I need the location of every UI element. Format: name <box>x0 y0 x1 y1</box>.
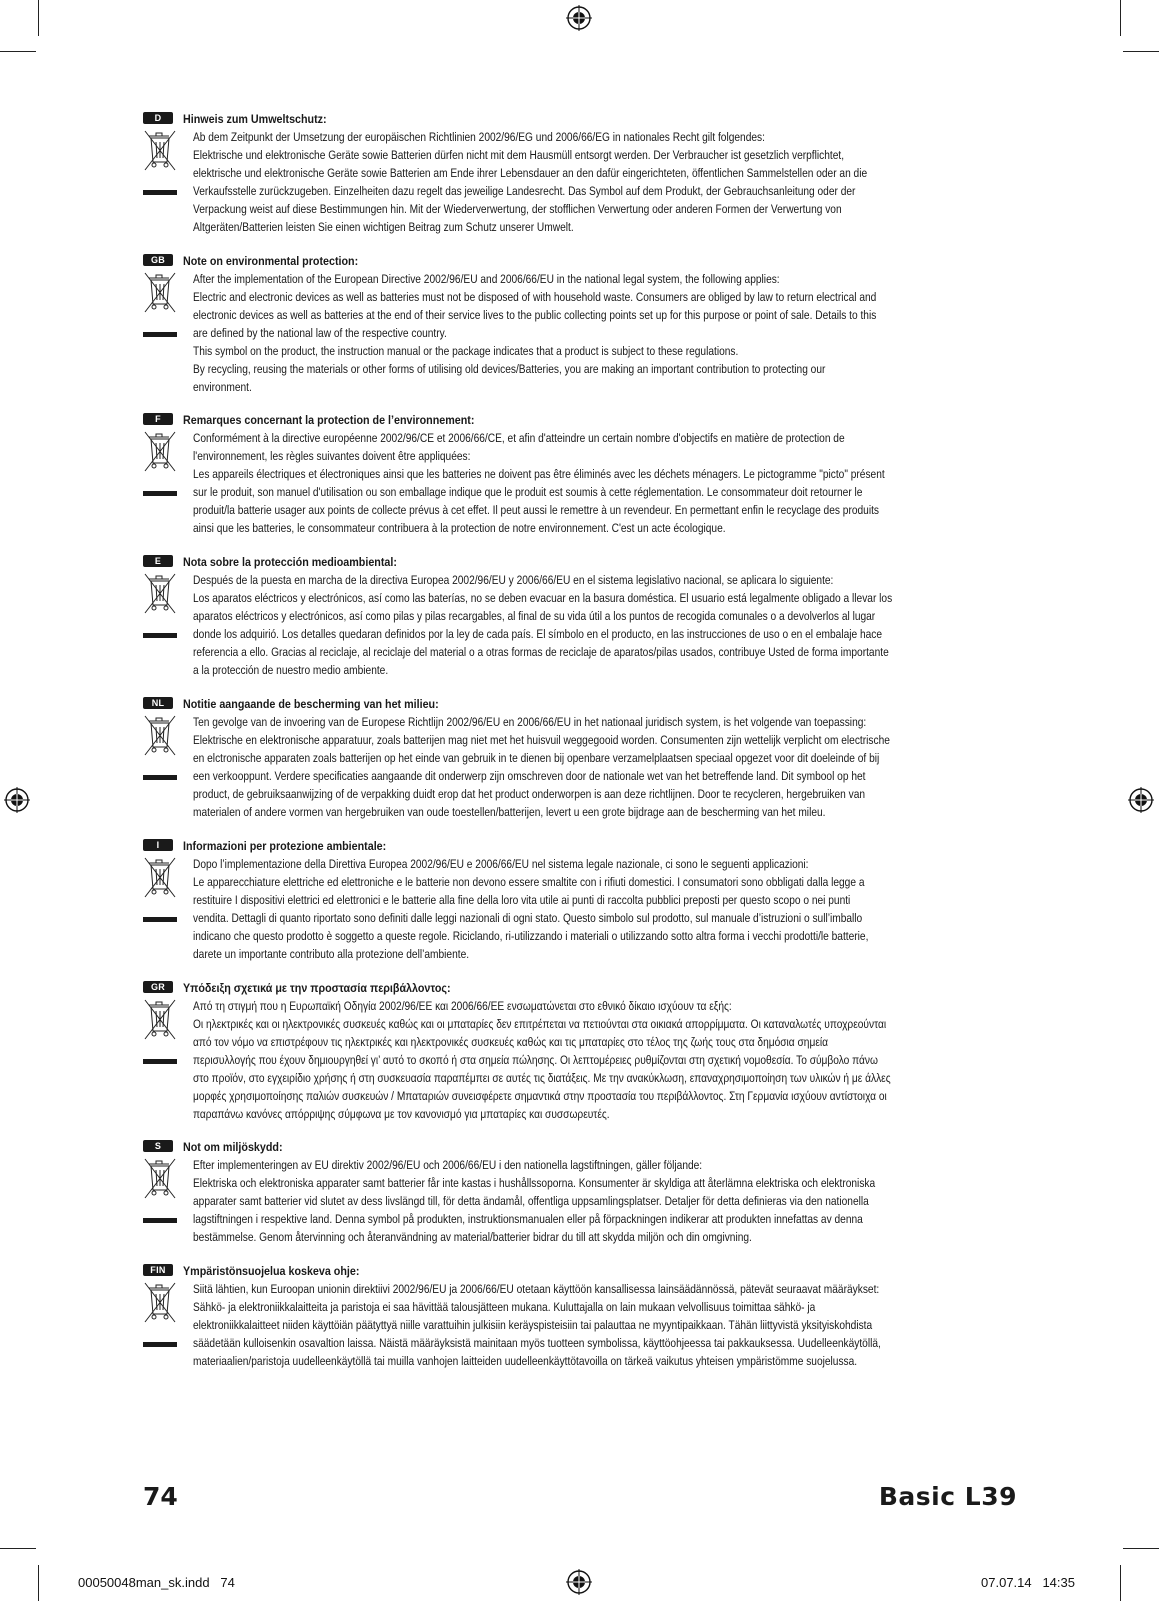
text-line: Les appareils électriques et électroniques ainsi que les batteries ne doivent pas être éliminés avec les déchets ménagers. Le pictogramme "picto" présent <box>193 467 885 481</box>
text-line: Siitä lähtien, kun Euroopan unionin direktiivi 2002/96/EU ja 2006/66/EU otetaan käyttöön kansallisessa lainsäädännössä, pätevät seuraavat määräykset: <box>193 1282 880 1296</box>
text-line: bestämmelse. Genom återvinning och återanvändning av material/batterier bidrar du till att skydda miljön och din omgivning. <box>193 1230 752 1244</box>
crossed-out-wheelie-bin-icon <box>143 429 177 501</box>
section-title: Remarques concernant la protection de l’environnement: <box>183 413 475 427</box>
env-section <box>143 1138 1023 1244</box>
page-number: 74 <box>143 1482 178 1511</box>
text-line: By recycling, reusing the materials or other forms of utilising old devices/Batteries, you are making an important contribution to protecting our <box>193 362 826 376</box>
language-badge: GR <box>143 981 173 993</box>
crossed-out-wheelie-bin-icon <box>143 571 177 643</box>
language-badge: F <box>143 413 173 425</box>
crossed-out-wheelie-bin-icon <box>143 997 177 1069</box>
text-line: παραπάνω κανόνες απόρριψης σύμφωνα με τον κανονισμό για μπαταρίες και συσσωρευτές. <box>193 1107 610 1121</box>
registration-mark-icon <box>566 5 592 31</box>
section-title: Not om miljöskydd: <box>183 1140 283 1154</box>
text-line: are defined by the national law of the respective country. <box>193 326 447 340</box>
crop-mark <box>0 51 36 52</box>
section-header <box>143 411 1023 429</box>
text-line: produit/la batterie usager aux points de collecte prévus à cet effet. Il peut aussi le remettre à un revendeur. En permettant enfin le recyclage des produits <box>193 503 880 517</box>
text-line: Elektrische und elektronische Geräte sowie Batterien dürfen nicht mit dem Hausmüll entsorgt werden. Der Verbraucher ist gesetzlich verpflichtet, <box>193 148 845 162</box>
text-line: een verkooppunt. Verdere specificaties aangaande dit onderwerp zijn omschreven door de nationale wet van het betreffende land. Dit symbool op het <box>193 769 866 783</box>
language-badge: GB <box>143 254 173 266</box>
text-line: Ten gevolge van de invoering van de Europese Richtlijn 2002/96/EU en 2006/66/EU in het nationaal juridisch system, is het volgende van toepassing: <box>193 715 867 729</box>
text-line: Electric and electronic devices as well as batteries must not be disposed of with household waste. Consumers are obliged by law to return electrical and <box>193 290 877 304</box>
text-line: restituire I dispositivi elettrici ed elettronici e le batterie alla fine della loro vita utile ai punti di raccolta pubblici preposti per questo scopo o nei punti <box>193 893 851 907</box>
language-badge: I <box>143 839 173 851</box>
text-line: Από τη στιγμή που η Ευρωπαϊκή Οδηγία 2002/96/ΕE και 2006/66/ΕE ενσωματώνεται στο εθνικό δίκαιο ισχύουν τα εξής: <box>193 999 732 1013</box>
text-line: apparater samt batterier vid slutet av dess livslängd till, för detta ändamål, offentliga uppsamlingsplatser. Detaljer för detta definieras via den nationella <box>193 1194 869 1208</box>
crossed-out-wheelie-bin-icon <box>143 270 177 342</box>
text-line: säädetään kulloisenkin osavaltion laissa. Näistä määräyksistä mainitaan myös tuotteen symbolissa, käyttöohjeessa tai pakkauksessa. Uudelleenkäytöllä, <box>193 1336 881 1350</box>
section-title: Note on environmental protection: <box>183 254 359 268</box>
text-line: elektrische und elektronische Geräte sowie Batterien am Ende ihrer Lebensdauer an den dafür eingerichteten, öffentlichen Sammelstellen oder an die <box>193 166 868 180</box>
registration-mark-icon <box>4 787 30 813</box>
env-section <box>143 837 1023 961</box>
text-line: donde los adquirió. Los detalles quedaran definidos por la ley de cada país. El símbolo en el producto, en las instrucciones de uso o en el embalaje hace <box>193 627 883 641</box>
section-text <box>193 997 1153 1123</box>
text-line: a la protección de nuestro medio ambiente. <box>193 663 389 677</box>
text-line: indicano che questo prodotto è soggetto a queste regole. Riciclando, ri-utilizzando i materiali o utilizzando sotto altra forma i vecchi prodotti/le batterie, <box>193 929 869 943</box>
env-section <box>143 252 1023 394</box>
crop-mark <box>38 1565 39 1601</box>
crossed-out-wheelie-bin-icon <box>143 855 177 927</box>
text-line: materiaalien/paristoja uudelleenkäytöllä tai muilla vanhojen laitteiden uudelleenkäyttötavoilla on tärkeä vaikutus yhteisen ympäristömme suojelussa. <box>193 1354 858 1368</box>
text-line: Verpackung weist auf diese Bestimmungen hin. Mit der Wiederverwertung, der stofflichen Verwertung oder anderen Formen der Verwertung von <box>193 202 842 216</box>
language-badge: NL <box>143 697 173 709</box>
text-line: referencia a ello. Gracias al reciclaje, al reciclaje del material o a otras formas de reciclaje de aparatos/pilas usados, contribuye Usted de forma importante <box>193 645 889 659</box>
text-line: aparatos eléctricos y electrónicos, así como pilas y pilas recargables, al final de su vida útil a los puntos de recogida comunales o a devolverlos al lugar <box>193 609 876 623</box>
section-text <box>193 855 1153 963</box>
section-title: Notitie aangaande de bescherming van het milieu: <box>183 697 439 711</box>
text-line: περισυλλογής που έχουν δημιουργηθεί γι’ αυτό το σκοπό ή στα σημεία πώλησης. Οι λεπτομέρειες ρυθμίζονται στη σχετική νομοθεσία. Το σύμβολο πάνω <box>193 1053 878 1067</box>
env-section <box>143 695 1023 819</box>
crossed-out-wheelie-bin-icon <box>143 1280 177 1352</box>
text-line: sur le produit, son manuel d'utilisation ou son emballage indique que le produit est soumis à cette réglementation. Le consommateur doit retourner le <box>193 485 863 499</box>
language-badge: FIN <box>143 1264 173 1276</box>
text-line: Elektriska och elektroniska apparater samt batterier får inte kastas i hushållssoporna. Konsumenter är skyldiga att återlämna elektriska och elektroniska <box>193 1176 876 1190</box>
env-section <box>143 553 1023 677</box>
text-line: Dopo l’implementazione della Direttiva Europea 2002/96/EU e 2006/66/EU nel sistema legale nazionale, ci sono le seguenti applicazioni: <box>193 857 809 871</box>
section-text <box>193 270 1153 396</box>
registration-mark-icon <box>566 1569 592 1595</box>
section-text <box>193 1156 1153 1246</box>
print-slug-date: 07.07.14 14:35 <box>981 1575 1075 1590</box>
text-line: Efter implementeringen av EU direktiv 2002/96/EU och 2006/66/EU i den nationella lagstiftningen, gäller följande: <box>193 1158 703 1172</box>
model-name: Basic L39 <box>878 1482 1017 1511</box>
text-line: Los aparatos eléctricos y electrónicos, así como las baterías, no se deben evacuar en la basura doméstica. El usuario está legalmente obligado a llevar los <box>193 591 893 605</box>
crop-mark <box>1123 1548 1159 1549</box>
env-section <box>143 110 1023 234</box>
text-line: Sähkö- ja elektroniikkalaitteita ja paristoja ei saa hävittää talousjätteen mukana. Kuluttajalla on lain mukaan velvollisuus toimittaa sähkö- ja <box>193 1300 816 1314</box>
crossed-out-wheelie-bin-icon <box>143 1156 177 1228</box>
section-title: Informazioni per protezione ambientale: <box>183 839 387 853</box>
text-line: Verkaufsstelle zurückzugeben. Einzelheiten dazu regelt das jeweilige Landesrecht. Das Symbol auf dem Produkt, der Gebrauchsanleitung oder der <box>193 184 856 198</box>
section-text <box>193 713 1153 821</box>
crop-mark <box>1120 0 1121 36</box>
crop-mark <box>0 1548 36 1549</box>
language-badge: S <box>143 1140 173 1152</box>
section-header <box>143 1138 1023 1156</box>
text-line: από τον νόμο να επιστρέφουν τις ηλεκτρικές και ηλεκτρονικές συσκευές καθώς και τις μπαταρίες στο τέλος της ζωής τους στα δημόσια σημεία <box>193 1035 829 1049</box>
section-header <box>143 553 1023 571</box>
text-line: Ab dem Zeitpunkt der Umsetzung der europäischen Richtlinien 2002/96/EG und 2006/66/EG in nationales Recht gilt folgendes: <box>193 130 765 144</box>
text-line: μορφές χρησιμοποίησης παλιών συσκευών / Μπαταριών συνεισφέρετε σημαντικά στην προστασία του περιβάλλοντος. Στη Γερμανία ισχύουν αντίστοιχα οι <box>193 1089 887 1103</box>
language-badge: D <box>143 112 173 124</box>
section-text <box>193 429 1153 537</box>
env-section <box>143 979 1023 1121</box>
section-text <box>193 1280 1153 1370</box>
text-line: elektroniikkalaitteet niiden käyttöiän päätyttyä niille varattuihin julkisiin keräyspisteisiin tai palauttaa ne myyntipaikkaan. Tähän liittyvistä yksityiskohdista <box>193 1318 873 1332</box>
section-header <box>143 979 1023 997</box>
print-slug-file: 00050048man_sk.indd 74 <box>78 1575 235 1590</box>
crossed-out-wheelie-bin-icon <box>143 713 177 785</box>
text-line: After the implementation of the European Directive 2002/96/EU and 2006/66/EU in the national legal system, the following applies: <box>193 272 780 286</box>
crop-mark <box>1120 1565 1121 1601</box>
section-title: Hinweis zum Umweltschutz: <box>183 112 327 126</box>
text-line: vendita. Dettagli di quanto riportato sono definiti dalle leggi nazionali di ogni stato. Questo simbolo sul prodotto, sul manuale d’istruzioni o sull’imballo <box>193 911 863 925</box>
text-line: en elctronische apparaten zoals batterijen op het einde van gebruik in te dienen bij openbare verzamelplaatsen speciaal opgezet voor dit doeleinde of bij <box>193 751 880 765</box>
text-line: product, de gebruiksaanwijzing of de verpakking duidt erop dat het product onderworpen is aan deze richtlijnen. Door te recycleren, hergebruiken van <box>193 787 866 801</box>
text-line: electronic devices as well as batteries at the end of their service lives to the public collecting points set up for this purpose or point of sale. Details to this <box>193 308 877 322</box>
section-title: Υπόδειξη σχετικά με την προστασία περιβάλλοντος: <box>183 981 451 995</box>
text-line: Altgeräten/Batterien leisten Sie einen wichtigen Beitrag zum Schutz unserer Umwelt. <box>193 220 574 234</box>
text-line: l'environnement, les règles suivantes doivent être appliquées: <box>193 449 471 463</box>
section-text <box>193 571 1153 679</box>
text-line: στο προϊόν, στο εγχειρίδιο χρήσης ή στη συσκευασία παραπέμπει σε αυτές τις διατάξεις. Με την ανακύκλωση, επαναχρησιμοποίηση των υλικών ή με άλλες <box>193 1071 891 1085</box>
text-line: Οι ηλεκτρικές και οι ηλεκτρονικές συσκευές καθώς και οι μπαταρίες δεν επιτρέπεται να πετιούνται στα οικιακά απορρίμματα. Οι καταναλωτές υποχρεούνται <box>193 1017 887 1031</box>
text-line: Después de la puesta en marcha de la directiva Europea 2002/96/EU y 2006/66/EU en el sistema legislativo nacional, se aplicara lo siguiente: <box>193 573 834 587</box>
section-header <box>143 110 1023 128</box>
text-line: This symbol on the product, the instruction manual or the package indicates that a product is subject to these regulations. <box>193 344 739 358</box>
section-header <box>143 695 1023 713</box>
text-line: lagstiftningen i respektive land. Denna symbol på produkten, instruktionsmanualen eller på förpackningen indikerar att produkten innefattas av denna <box>193 1212 863 1226</box>
section-header <box>143 252 1023 270</box>
crop-mark <box>1123 51 1159 52</box>
crop-mark <box>38 0 39 36</box>
text-line: environment. <box>193 380 252 394</box>
language-badge: E <box>143 555 173 567</box>
text-line: Elektrische en elektronische apparatuur, zoals batterijen mag niet met het huisvuil weggegooid worden. Consumenten zijn wettelijk verplicht om electrische <box>193 733 890 747</box>
text-line: Le apparecchiature elettriche ed elettroniche e le batterie non devono essere smaltite con i rifiuti domestici. I consumatori sono obbligati dalla legge a <box>193 875 865 889</box>
section-title: Nota sobre la protección medioambiental: <box>183 555 397 569</box>
section-text <box>193 128 1153 236</box>
text-line: materialen of andere vormen van hergebruiken van oude toestellen/batterijen, levert u een grote bijdrage aan de bescherming van het mileu. <box>193 805 826 819</box>
section-header <box>143 837 1023 855</box>
section-title: Ympäristönsuojelua koskeva ohje: <box>183 1264 360 1278</box>
section-header <box>143 1262 1023 1280</box>
crossed-out-wheelie-bin-icon <box>143 128 177 200</box>
text-line: Conformément à la directive européenne 2002/96/CE et 2006/66/CE, et afin d'atteindre un certain nombre d'objectifs en matière de protection de <box>193 431 845 445</box>
text-line: ainsi que les batteries, le consommateur contribuera à la protection de notre environnement. C'est un acte écologique. <box>193 521 726 535</box>
text-line: darete un importante contributo alla protezione dell’ambiente. <box>193 947 470 961</box>
env-section <box>143 1262 1023 1368</box>
env-section <box>143 411 1023 535</box>
